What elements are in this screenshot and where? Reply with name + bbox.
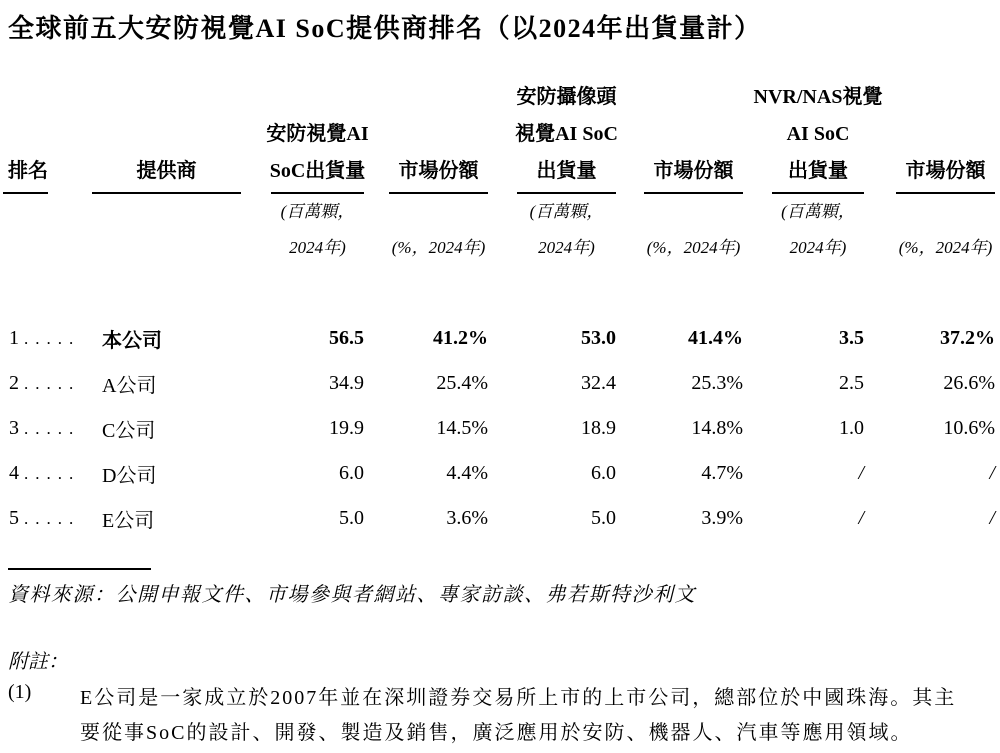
rank-cell: 2 .....: [9, 372, 81, 394]
value-cell: 41.4%: [688, 327, 743, 349]
table-header-row: [0, 70, 1000, 194]
page-title: 全球前五大安防視覺AI SoC提供商排名（以2024年出貨量計）: [8, 14, 762, 43]
value-cell: 5.0: [591, 507, 616, 529]
no-data-slash: /: [989, 507, 995, 529]
table-row: [0, 496, 1000, 541]
value-cell: 14.8%: [691, 417, 743, 439]
header-market-share-2: 市場份額: [616, 70, 743, 194]
header-rank: 排名: [0, 70, 78, 194]
leader-dots: .....: [24, 509, 81, 528]
notes-label: 附註：: [8, 651, 68, 673]
header-market-share-3: 市場份額: [864, 70, 1000, 194]
provider-cell: E公司: [102, 510, 155, 532]
no-data-slash: /: [858, 462, 864, 484]
value-cell: 5.0: [339, 507, 364, 529]
note-1-marker: (1): [8, 681, 32, 703]
value-cell: 25.3%: [691, 372, 743, 394]
rank-cell: 3 .....: [9, 417, 81, 439]
header-provider: 提供商: [78, 70, 255, 194]
subheader-unit-share-1: (%，2024年): [391, 238, 486, 257]
value-cell: 10.6%: [943, 417, 995, 439]
no-data-slash: /: [858, 507, 864, 529]
value-cell: 32.4: [581, 372, 616, 394]
subheader-unit-share-2: (%，2024年): [646, 238, 741, 257]
provider-cell: C公司: [102, 420, 156, 442]
value-cell: 1.0: [839, 417, 864, 439]
header-soc-shipments: 安防視覺AI SoC出貨量: [255, 70, 364, 194]
value-cell: 18.9: [581, 417, 616, 439]
note-1-text-line-1: E公司是一家成立於2007年並在深圳證券交易所上市的上市公司，總部位於中國珠海。其主: [80, 687, 957, 709]
leader-dots: .....: [24, 464, 81, 483]
provider-cell: 本公司: [102, 330, 162, 352]
leader-dots: .....: [24, 329, 81, 348]
table-row: [0, 406, 1000, 451]
footnote-divider: [8, 568, 151, 570]
table-row: [0, 316, 1000, 361]
value-cell: 26.6%: [943, 372, 995, 394]
table-subheader-row: [0, 194, 1000, 266]
rank-cell: 4 .....: [9, 462, 81, 484]
subheader-unit-volume-3: (百萬顆， 2024年): [781, 202, 855, 257]
value-cell: 56.5: [329, 327, 364, 349]
no-data-slash: /: [989, 462, 995, 484]
rank-cell: 5 .....: [9, 507, 81, 529]
leader-dots: .....: [24, 419, 81, 438]
value-cell: 2.5: [839, 372, 864, 394]
table-row: [0, 451, 1000, 496]
provider-cell: A公司: [102, 375, 157, 397]
header-market-share-1: 市場份額: [364, 70, 488, 194]
value-cell: 6.0: [591, 462, 616, 484]
subheader-unit-volume-1: (百萬顆， 2024年): [280, 202, 355, 257]
value-cell: 41.2%: [433, 327, 488, 349]
value-cell: 34.9: [329, 372, 364, 394]
header-camera-shipments: 安防攝像頭 視覺AI SoC 出貨量: [488, 70, 616, 194]
rank-cell: 1 .....: [9, 327, 81, 349]
value-cell: 4.4%: [446, 462, 488, 484]
subheader-unit-volume-2: (百萬顆， 2024年): [529, 202, 604, 257]
table-row: [0, 361, 1000, 406]
source-line: 資料來源：公開申報文件、市場參與者網站、專家訪談、弗若斯特沙利文: [8, 584, 696, 606]
value-cell: 4.7%: [701, 462, 743, 484]
leader-dots: .....: [24, 374, 81, 393]
value-cell: 25.4%: [436, 372, 488, 394]
value-cell: 37.2%: [940, 327, 995, 349]
value-cell: 14.5%: [436, 417, 488, 439]
provider-cell: D公司: [102, 465, 157, 487]
value-cell: 6.0: [339, 462, 364, 484]
ranking-table: [0, 70, 1000, 541]
value-cell: 19.9: [329, 417, 364, 439]
value-cell: 53.0: [581, 327, 616, 349]
note-1-text-line-2: 要從事SoC的設計、開發、製造及銷售，廣泛應用於安防、機器人、汽車等應用領域。: [80, 722, 913, 744]
value-cell: 3.9%: [701, 507, 743, 529]
subheader-unit-share-3: (%，2024年): [898, 238, 993, 257]
value-cell: 3.5: [839, 327, 864, 349]
header-nvr-shipments: NVR/NAS視覺 AI SoC 出貨量: [743, 70, 864, 194]
value-cell: 3.6%: [446, 507, 488, 529]
